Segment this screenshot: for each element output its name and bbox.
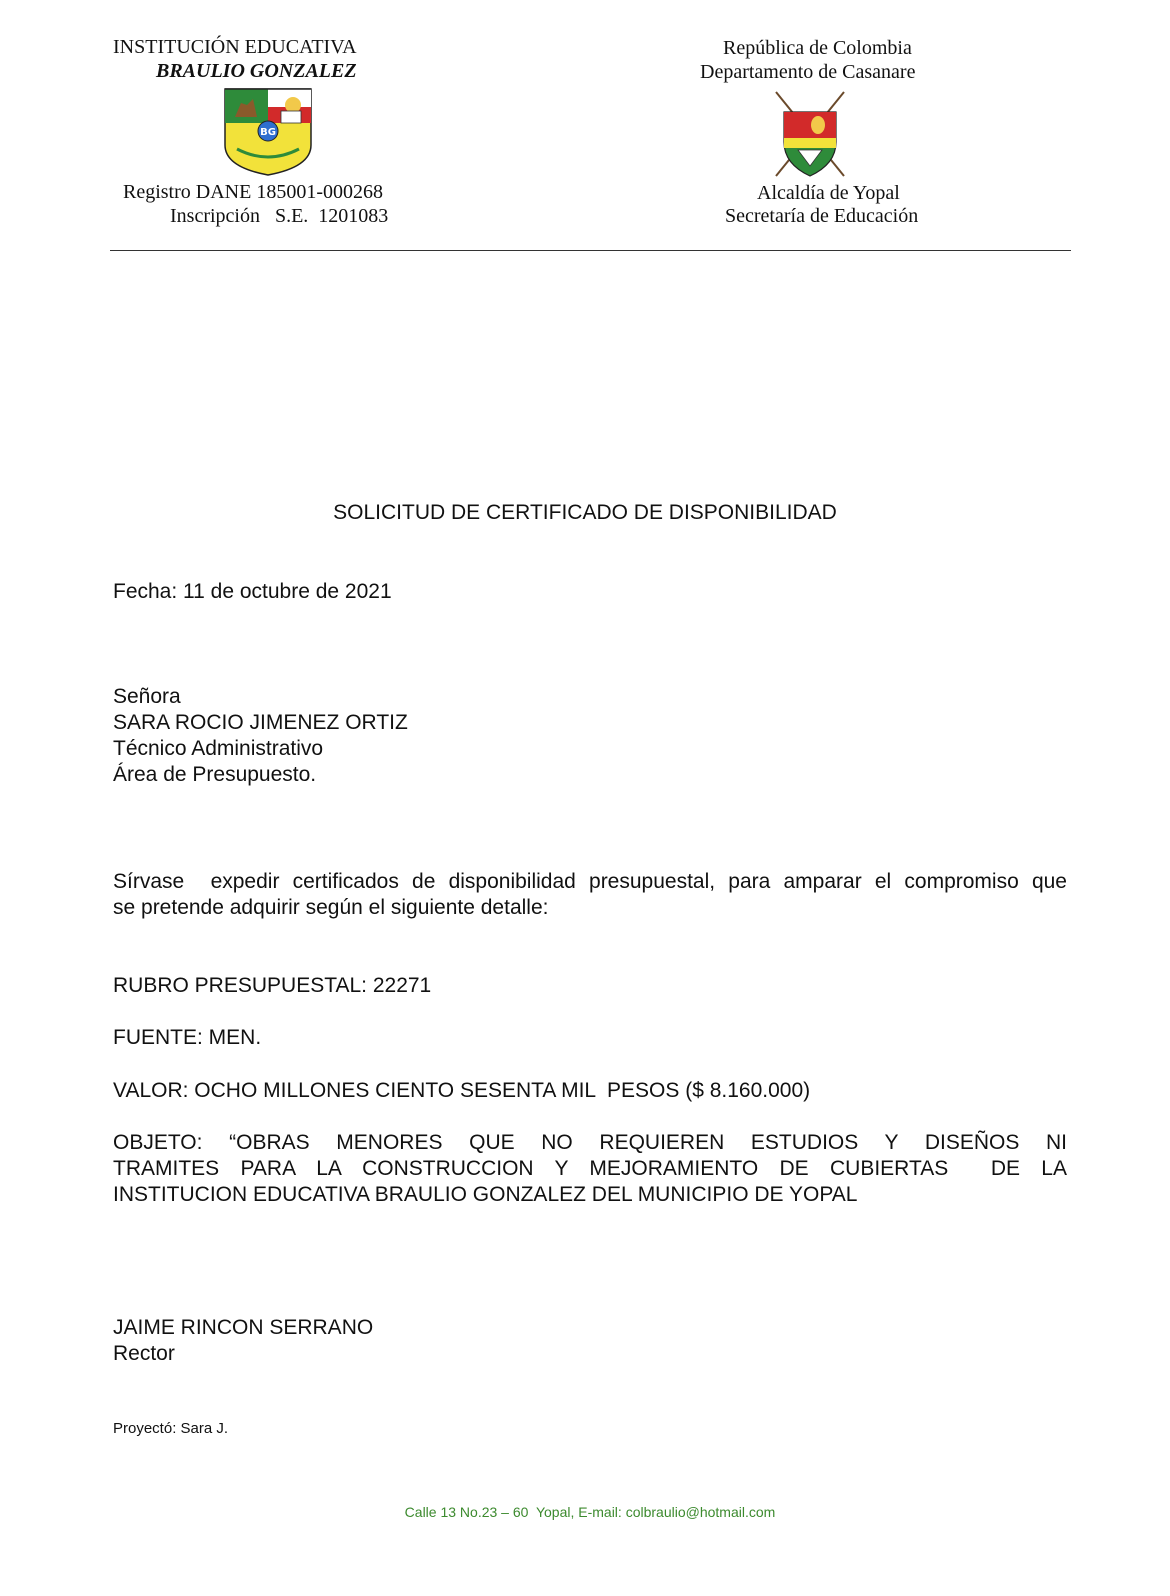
- svg-text:BG: BG: [260, 127, 276, 138]
- objeto-line-2: TRAMITES PARA LA CONSTRUCCION Y MEJORAMIENTO DE CUBIERTAS DE LA: [113, 1157, 1067, 1180]
- rubro-presupuestal: RUBRO PRESUPUESTAL: 22271: [113, 974, 432, 997]
- footer-address: Calle 13 No.23 – 60 Yopal, E-mail: colbraulio@hotmail.com: [404, 1504, 776, 1520]
- casanare-coat-of-arms: [770, 90, 850, 178]
- valor: VALOR: OCHO MILLONES CIENTO SESENTA MIL PESOS ($ 8.160.000): [113, 1079, 811, 1102]
- recipient-position: Técnico Administrativo: [113, 737, 324, 760]
- request-line-2: se pretende adquirir según el siguiente detalle:: [113, 896, 549, 919]
- document-title: SOLICITUD DE CERTIFICADO DE DISPONIBILIDAD: [333, 501, 837, 524]
- alcaldia-line: Alcaldía de Yopal: [757, 182, 900, 204]
- proyecto-note: Proyectó: Sara J.: [113, 1420, 229, 1437]
- fuente: FUENTE: MEN.: [113, 1026, 262, 1049]
- request-line-1: Sírvase expedir certificados de disponibilidad presupuestal, para amparar el compromiso que: [113, 870, 1067, 893]
- institution-shield-logo: [223, 87, 313, 177]
- republic-line: República de Colombia: [723, 37, 912, 59]
- department-line: Departamento de Casanare: [700, 61, 916, 83]
- institution-name-line2: BRAULIO GONZALEZ: [156, 60, 357, 82]
- document-date: Fecha: 11 de octubre de 2021: [113, 580, 392, 603]
- registro-dane: Registro DANE 185001-000268: [123, 181, 383, 203]
- recipient-salutation: Señora: [113, 685, 181, 708]
- secretaria-line: Secretaría de Educación: [725, 205, 919, 227]
- recipient-area: Área de Presupuesto.: [113, 763, 317, 786]
- inscripcion-se: Inscripción S.E. 1201083: [170, 205, 389, 227]
- objeto-line-3: INSTITUCION EDUCATIVA BRAULIO GONZALEZ DEL MUNICIPIO DE YOPAL: [113, 1183, 858, 1206]
- institution-name-line1: INSTITUCIÓN EDUCATIVA: [113, 36, 357, 58]
- objeto-line-1: OBJETO: “OBRAS MENORES QUE NO REQUIEREN ESTUDIOS Y DISEÑOS NI: [113, 1131, 1067, 1154]
- signer-title: Rector: [113, 1342, 175, 1365]
- header-divider: [110, 250, 1071, 251]
- recipient-name: SARA ROCIO JIMENEZ ORTIZ: [113, 711, 408, 734]
- signer-name: JAIME RINCON SERRANO: [113, 1316, 374, 1339]
